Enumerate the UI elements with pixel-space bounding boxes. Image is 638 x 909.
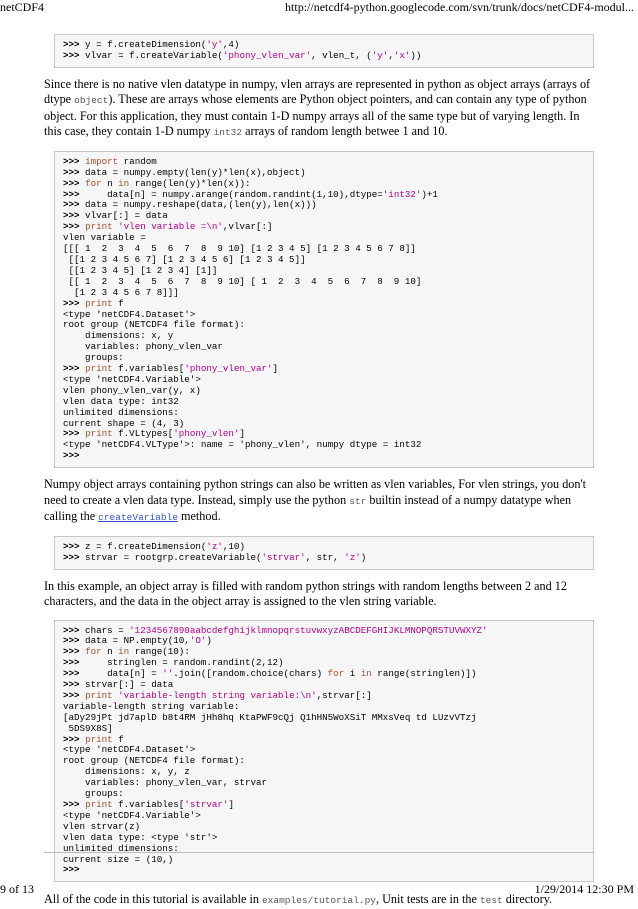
para-text: In this example, an object array is filled with random python strings with random lengths between 2 and 12 characters, and the data in the object array is assigned to the vlen string variable. bbox=[44, 578, 567, 608]
code-token: data = NP.empty(10, bbox=[79, 635, 190, 647]
code-token: print bbox=[85, 221, 113, 233]
code-token: f.variables[ bbox=[112, 363, 185, 375]
code-block-string-example bbox=[54, 620, 594, 883]
code-line bbox=[63, 865, 585, 876]
code-line bbox=[63, 724, 585, 735]
code-prompt: >>> bbox=[63, 188, 80, 200]
code-token: variables: phony_vlen_var, strvar bbox=[63, 777, 267, 789]
code-token: .join([random.choice(chars) bbox=[173, 668, 328, 680]
inline-code: examples/tutorial.py bbox=[261, 895, 377, 907]
code-token: 'phony_vlen_var' bbox=[222, 49, 312, 61]
code-prompt: >>> bbox=[63, 39, 80, 50]
code-token: print bbox=[85, 799, 113, 810]
code-token: i bbox=[344, 668, 361, 680]
paragraph-object-array bbox=[44, 579, 594, 610]
code-token: y = f.createDimension( bbox=[79, 39, 207, 50]
code-token: ] bbox=[272, 363, 279, 375]
code-token: [1 2 3 4 5 6 7 8]]] bbox=[63, 286, 179, 298]
code-token: vlvar[:] = data bbox=[79, 210, 168, 222]
code-token: f.variables[ bbox=[112, 799, 185, 810]
para-text: Numpy object arrays containing python strings can also be written as vlen variables, For vlen strings, you don't need to create a vlen data type. Instead, simply use the python bbox=[44, 477, 587, 507]
code-token: ,4) bbox=[222, 39, 240, 50]
code-prompt: >>> bbox=[63, 668, 80, 680]
code-token: dimensions: x, y bbox=[63, 330, 174, 342]
code-token: f bbox=[112, 297, 124, 309]
code-token: data[n] = numpy.arange(random.randint(1,10),dtype= bbox=[79, 188, 383, 200]
code-token: print bbox=[85, 297, 113, 309]
code-token: current shape = (4, 3) bbox=[63, 417, 185, 429]
code-token: <type 'netCDF4.Dataset'> bbox=[63, 308, 196, 320]
para-text: method. bbox=[177, 509, 221, 524]
code-token: 'y' bbox=[206, 39, 223, 50]
code-token: stringlen = random.randint(2,12) bbox=[79, 657, 284, 669]
code-token: import bbox=[85, 155, 119, 167]
code-prompt: >>> bbox=[63, 733, 80, 745]
code-token: vlen phony_vlen_var(y, x) bbox=[63, 384, 201, 396]
code-token: [[ 1 2 3 4 5 6 7 8 9 10] [ 1 2 3 4 5 6 7 8 9 10] bbox=[63, 275, 422, 287]
code-token: [[1 2 3 4 5] [1 2 3 4] [1]] bbox=[63, 264, 218, 276]
code-token: f bbox=[112, 733, 124, 745]
code-block-vlen-example bbox=[54, 151, 594, 468]
code-token: ,10) bbox=[222, 540, 245, 552]
code-token: 'phony_vlen_var' bbox=[184, 363, 273, 375]
code-token: print bbox=[85, 689, 113, 701]
code-line bbox=[63, 440, 585, 451]
code-token: '1234567890aabcdefghijklmnopqrstuvwxyzABCDEFGHIJKLMNOPQRSTUVWXYZ' bbox=[129, 624, 488, 636]
code-token: ,strvar[:] bbox=[316, 689, 372, 701]
document-content bbox=[44, 34, 594, 909]
code-line bbox=[63, 713, 585, 724]
code-token: groups: bbox=[63, 352, 124, 364]
para-text: ). These are arrays whose elements are Python object pointers, and can contain any type of python object. For this application, they must contain 1-D numpy arrays all of the same type but of varying length. In this case, they contain 1-D numpy bbox=[44, 92, 587, 139]
inline-code: test bbox=[479, 895, 503, 907]
code-token: [[1 2 3 4 5 6 7] [1 2 3 4 5 6] [1 2 3 4 5]] bbox=[63, 253, 306, 265]
header-title: netCDF4 bbox=[0, 0, 45, 14]
code-token: [aDy29jPt jd7aplD b8t4RM jHh8hq KtaPWF9cQj Q1hHN5WoXSiT MMxsVeq td LUzvVTzj bbox=[63, 711, 477, 723]
code-prompt: >>> bbox=[63, 363, 80, 375]
page-header bbox=[0, 0, 638, 14]
code-line bbox=[63, 288, 585, 299]
code-line bbox=[63, 855, 585, 866]
code-prompt: >>> bbox=[63, 799, 80, 810]
code-token: vlen data type: <type 'str'> bbox=[63, 831, 218, 843]
para-text: All of the code in this tutorial is available in bbox=[44, 892, 262, 907]
code-token: vlen strvar(z) bbox=[63, 820, 141, 832]
code-token: range(stringlen)]) bbox=[371, 668, 477, 680]
para-text: Since there is no native vlen datatype in numpy, vlen arrays are represented in python as object arrays (arrays of dtype bbox=[44, 76, 591, 107]
header-url: http://netcdf4-python.googlecode.com/svn/trunk/docs/netCDF4-modul... bbox=[285, 0, 634, 14]
code-token: data[n] = bbox=[79, 668, 163, 680]
code-line bbox=[63, 51, 585, 62]
code-token: , vlen_t, ( bbox=[311, 49, 372, 61]
code-token: range(10): bbox=[129, 646, 190, 658]
code-token: [[[ 1 2 3 4 5 6 7 8 9 10] [1 2 3 4 5] [1 2 3 4 5 6 7 8]] bbox=[63, 243, 416, 255]
para-text: arrays of random length betwee 1 and 10. bbox=[242, 124, 448, 139]
code-token: 'int32' bbox=[382, 188, 422, 200]
code-token: 'z' bbox=[206, 540, 223, 552]
inline-code: object bbox=[74, 95, 109, 107]
page-number: 9 of 13 bbox=[0, 882, 34, 896]
code-line bbox=[63, 811, 585, 822]
code-prompt: >>> bbox=[63, 551, 80, 563]
code-token: 'O' bbox=[189, 635, 207, 647]
code-token: <type 'netCDF4.Dataset'> bbox=[63, 744, 196, 756]
print-date: 1/29/2014 12:30 PM bbox=[534, 882, 634, 896]
code-prompt: >>> bbox=[63, 166, 80, 178]
code-token: )) bbox=[410, 49, 422, 61]
code-token: unlimited dimensions: bbox=[63, 842, 179, 854]
code-prompt: >>> bbox=[63, 624, 80, 636]
inline-code: int32 bbox=[213, 127, 243, 139]
code-token: vlen data type: int32 bbox=[63, 395, 179, 407]
code-token: )+1 bbox=[421, 188, 438, 200]
paragraph-vlen-strings bbox=[44, 477, 594, 526]
code-token: 'variable-length string variable:\n' bbox=[118, 689, 317, 701]
code-prompt: >>> bbox=[63, 297, 80, 309]
code-block-vlen-variable bbox=[54, 34, 594, 68]
code-token: 'strvar' bbox=[184, 799, 229, 810]
code-token: 'y' bbox=[371, 49, 389, 61]
code-block-strvar bbox=[54, 536, 594, 570]
code-token: data = numpy.empty(len(y)*len(x),object) bbox=[79, 166, 306, 178]
code-token: vlvar = f.createVariable( bbox=[79, 49, 223, 61]
code-token: random bbox=[118, 155, 157, 167]
code-line bbox=[63, 553, 585, 564]
code-token: n bbox=[101, 177, 119, 189]
code-token: <type 'netCDF4.Variable'> bbox=[63, 809, 201, 821]
code-token: ,vlvar[:] bbox=[222, 221, 273, 233]
code-token: in bbox=[360, 668, 372, 680]
code-token: groups: bbox=[63, 788, 124, 800]
code-token: print bbox=[85, 428, 113, 440]
code-token: variable-length string variable: bbox=[63, 700, 240, 712]
para-text: , Unit tests are in the bbox=[376, 892, 480, 907]
code-token: z = f.createDimension( bbox=[79, 540, 207, 552]
code-prompt: >>> bbox=[63, 221, 80, 233]
inline-code: str bbox=[349, 495, 367, 507]
code-token: strvar[:] = data bbox=[79, 679, 174, 691]
code-prompt: >>> bbox=[63, 635, 80, 647]
code-prompt: >>> bbox=[63, 428, 80, 440]
code-token: <type 'netCDF4.Variable'> bbox=[63, 373, 201, 385]
code-token: print bbox=[85, 363, 113, 375]
code-token: f.VLtypes[ bbox=[112, 428, 174, 440]
code-token: print bbox=[85, 733, 113, 745]
code-token: 5DS9X8S] bbox=[63, 722, 113, 734]
code-token: , str, bbox=[305, 551, 345, 563]
code-token: <type 'netCDF4.VLType'>: name = 'phony_vlen', numpy dtype = int32 bbox=[63, 439, 422, 451]
code-token: 'phony_vlen' bbox=[173, 428, 240, 440]
code-token: for bbox=[85, 177, 102, 189]
code-prompt: >>> bbox=[63, 540, 80, 552]
code-prompt: >>> bbox=[63, 657, 80, 669]
code-token: in bbox=[118, 646, 130, 658]
code-token: data = numpy.reshape(data,(len(y),len(x))) bbox=[79, 199, 317, 211]
para-text: directory. bbox=[502, 892, 553, 907]
code-token: 'x' bbox=[393, 49, 411, 61]
code-token: root group (NETCDF4 file format): bbox=[63, 755, 245, 767]
code-token: 'strvar' bbox=[261, 551, 306, 563]
code-prompt: >>> bbox=[63, 155, 80, 167]
code-token: 'vlen variable =\n' bbox=[118, 221, 223, 233]
code-prompt: >>> bbox=[63, 210, 80, 222]
code-token: root group (NETCDF4 file format): bbox=[63, 319, 245, 331]
code-token: vlen variable = bbox=[63, 232, 146, 244]
code-token: for bbox=[85, 646, 102, 658]
code-token: '' bbox=[162, 668, 174, 680]
code-token: dimensions: x, y, z bbox=[63, 766, 190, 778]
code-line bbox=[63, 451, 585, 462]
code-line bbox=[63, 778, 585, 789]
code-token: unlimited dimensions: bbox=[63, 406, 179, 418]
paragraph-tutorial-location bbox=[44, 892, 594, 909]
code-prompt: >>> bbox=[63, 646, 80, 658]
code-prompt: >>> bbox=[63, 679, 80, 691]
code-prompt: >>> bbox=[63, 199, 80, 211]
code-token: for bbox=[327, 668, 345, 680]
code-token: current size = (10,) bbox=[63, 853, 174, 865]
code-prompt: >>> bbox=[63, 450, 80, 462]
code-prompt: >>> bbox=[63, 49, 80, 61]
code-token: ) bbox=[206, 635, 212, 647]
code-line bbox=[63, 342, 585, 353]
code-prompt: >>> bbox=[63, 689, 80, 701]
code-prompt: >>> bbox=[63, 864, 80, 876]
code-token: chars = bbox=[79, 624, 130, 636]
code-token: ) bbox=[360, 551, 367, 563]
code-token: in bbox=[118, 177, 130, 189]
code-token: range(len(y)*len(x)): bbox=[129, 177, 251, 189]
create-variable-link[interactable]: createVariable bbox=[98, 512, 178, 524]
code-token: strvar = rootgrp.createVariable( bbox=[79, 551, 262, 563]
code-token: variables: phony_vlen_var bbox=[63, 341, 223, 353]
code-token: n bbox=[101, 646, 119, 658]
code-token: ] bbox=[228, 799, 234, 810]
para-text: builtin instead of a numpy datatype when calling the bbox=[44, 492, 572, 524]
paragraph-vlen-arrays bbox=[44, 77, 594, 141]
divider bbox=[44, 852, 594, 853]
code-token: , bbox=[388, 49, 394, 61]
code-token: 'z' bbox=[344, 551, 361, 563]
code-prompt: >>> bbox=[63, 177, 80, 189]
code-token: ] bbox=[239, 428, 245, 440]
